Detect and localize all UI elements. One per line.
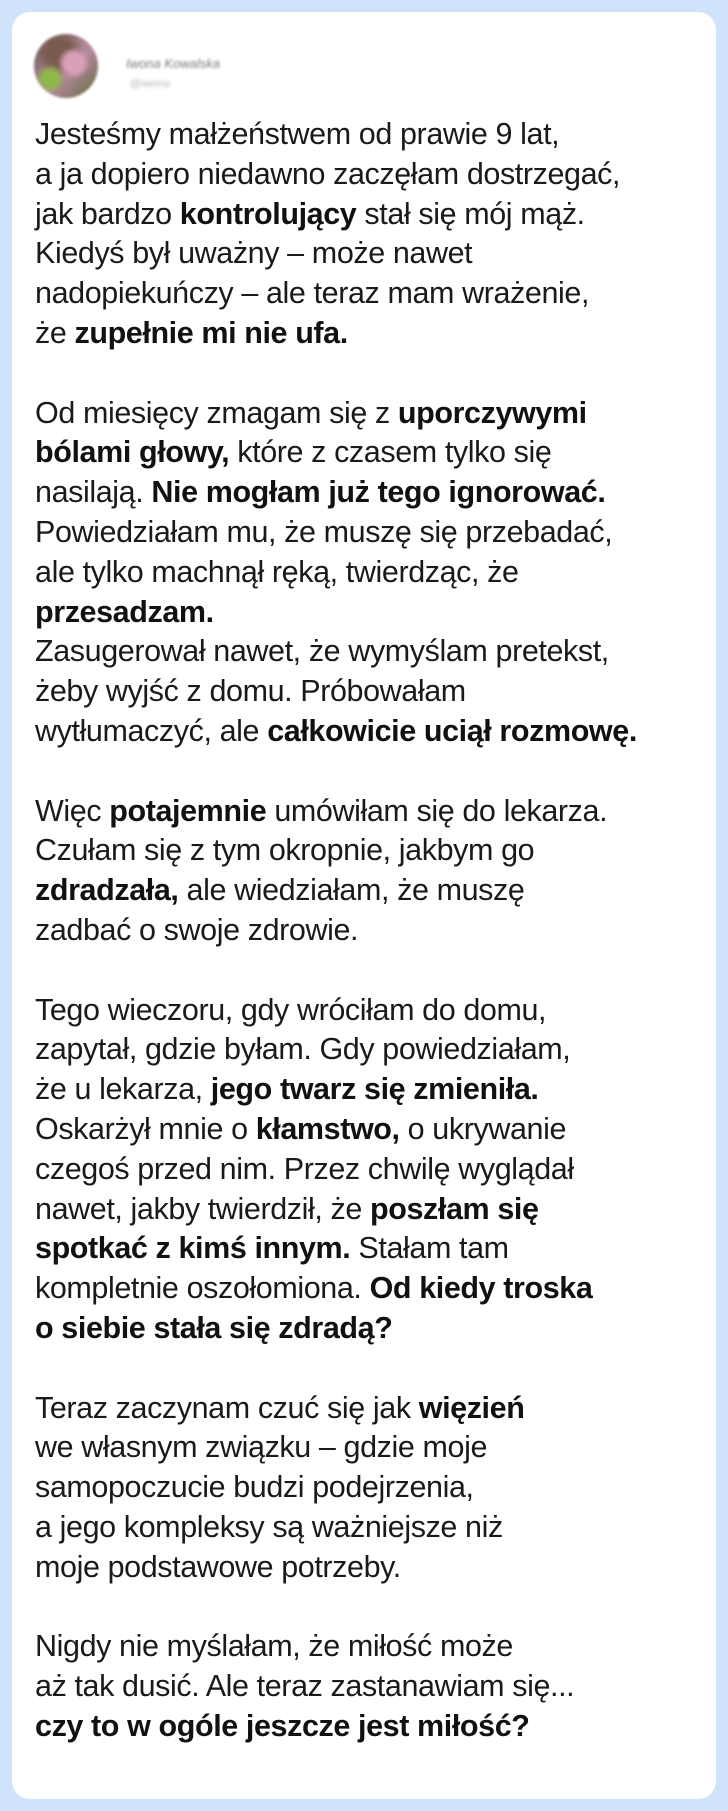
post-line xyxy=(35,234,707,274)
post-line xyxy=(35,712,707,752)
bold-text: czy to w ogóle jeszcze jest miłość? xyxy=(35,1708,530,1743)
post-line xyxy=(35,1389,707,1429)
text-segment: aż tak dusić. Ale teraz zastanawiam się... xyxy=(35,1669,575,1704)
bold-text: zupełnie mi nie ufa. xyxy=(74,315,348,350)
post-line xyxy=(35,1707,707,1747)
author-handle: @iwona xyxy=(130,78,170,90)
bold-text: kłamstwo, xyxy=(255,1111,400,1146)
post-line xyxy=(35,911,707,951)
text-segment: Oskarżył mnie o xyxy=(35,1111,256,1146)
bold-text: przesadzam. xyxy=(35,594,214,629)
post-line xyxy=(35,1070,707,1110)
text-segment: wytłumaczyć, ale xyxy=(35,713,268,748)
post-line xyxy=(35,394,707,434)
text-segment: nawet, jakby twierdził, że xyxy=(35,1191,371,1226)
text-segment: zadbać o swoje zdrowie. xyxy=(35,912,359,947)
post-line xyxy=(35,1150,707,1190)
text-segment: kompletnie oszołomiona. xyxy=(35,1271,370,1306)
post-line xyxy=(35,792,707,832)
bold-text: uporczywymi xyxy=(397,395,587,430)
bold-text: Od kiedy troska xyxy=(369,1271,593,1306)
bold-text: potajemnie xyxy=(109,793,267,828)
text-segment: a ja dopiero niedawno zaczęłam dostrzegać, xyxy=(35,156,621,191)
text-segment: we własnym związku – gdzie moje xyxy=(35,1430,488,1465)
post-line xyxy=(35,1468,707,1508)
text-segment: umówiłam się do lekarza. xyxy=(266,793,608,828)
text-segment: jak bardzo xyxy=(35,196,180,231)
text-segment: moje podstawowe potrzeby. xyxy=(35,1549,401,1584)
text-segment: że xyxy=(35,315,75,350)
text-segment: ale wiedziałam, że muszę xyxy=(178,873,525,908)
post-paragraph xyxy=(35,1389,707,1588)
post-line xyxy=(35,1627,707,1667)
post-line xyxy=(35,1548,707,1588)
text-segment: Kiedyś był uważny – może nawet xyxy=(35,236,473,271)
post-paragraph xyxy=(35,115,707,354)
post-paragraph xyxy=(35,991,707,1349)
post-paragraph xyxy=(35,394,707,752)
text-segment: Stałam tam xyxy=(350,1231,509,1266)
bold-text: jego twarz się zmieniła. xyxy=(210,1072,539,1107)
text-segment: Nigdy nie myślałam, że miłość może xyxy=(35,1629,513,1664)
text-segment: samopoczucie budzi podejrzenia, xyxy=(35,1470,474,1505)
text-segment: ale tylko machnął ręką, twierdząc, że xyxy=(35,554,519,589)
text-segment: żeby wyjść z domu. Próbowałam xyxy=(35,674,466,709)
post-body xyxy=(35,115,707,1747)
post-line xyxy=(35,991,707,1031)
post-line xyxy=(35,1309,707,1349)
bold-text: bólami głowy, xyxy=(35,435,230,470)
post-line xyxy=(35,473,707,513)
text-segment: Czułam się z tym okropnie, jakbym go xyxy=(35,833,535,868)
post-line xyxy=(35,274,707,314)
post-line xyxy=(35,871,707,911)
post-line xyxy=(35,1508,707,1548)
post-line xyxy=(35,1428,707,1468)
text-segment: Powiedziałam mu, że muszę się przebadać, xyxy=(35,514,613,549)
post-paragraph xyxy=(35,792,707,951)
bold-text: o siebie stała się zdradą? xyxy=(35,1310,393,1345)
text-segment: Teraz zaczynam czuć się jak xyxy=(35,1390,419,1425)
text-segment: zapytał, gdzie byłam. Gdy powiedziałam, xyxy=(35,1032,571,1067)
bold-text: poszłam się xyxy=(370,1191,539,1226)
avatar[interactable] xyxy=(34,34,98,98)
post-line xyxy=(35,314,707,354)
post-line xyxy=(35,593,707,633)
text-segment: czegoś przed nim. Przez chwilę wyglądał xyxy=(35,1151,574,1186)
text-segment: że u lekarza, xyxy=(35,1072,211,1107)
text-segment: które z czasem tylko się xyxy=(229,435,552,470)
post-line xyxy=(35,513,707,553)
bold-text: Nie mogłam już tego ignorować. xyxy=(151,475,606,510)
text-segment: Tego wieczoru, gdy wróciłam do domu, xyxy=(35,992,547,1027)
post-line xyxy=(35,1030,707,1070)
post-line xyxy=(35,1110,707,1150)
post-paragraph xyxy=(35,1627,707,1746)
post-line xyxy=(35,1269,707,1309)
post-line xyxy=(35,433,707,473)
bold-text: całkowicie uciął rozmowę. xyxy=(267,713,637,748)
text-segment: nasilają. xyxy=(35,475,152,510)
text-segment: Od miesięcy zmagam się z xyxy=(35,395,398,430)
post-line xyxy=(35,553,707,593)
text-segment: Jesteśmy małżeństwem od prawie 9 lat, xyxy=(35,117,560,151)
bold-text: spotkać z kimś innym. xyxy=(35,1231,351,1266)
text-segment: stał się mój mąż. xyxy=(356,196,585,231)
text-segment: Zasugerował nawet, że wymyślam pretekst, xyxy=(35,634,609,669)
post-line xyxy=(35,155,707,195)
text-segment: o ukrywanie xyxy=(399,1111,567,1146)
post-header xyxy=(34,34,634,102)
post-line xyxy=(35,1190,707,1230)
author-name[interactable]: Iwona Kowalska xyxy=(126,56,220,71)
text-segment: nadopiekuńczy – ale teraz mam wrażenie, xyxy=(35,276,590,311)
post-line xyxy=(35,195,707,235)
post-line xyxy=(35,672,707,712)
post-line xyxy=(35,1229,707,1269)
bold-text: więzień xyxy=(418,1390,525,1425)
text-segment: Więc xyxy=(35,793,110,828)
post-card xyxy=(12,12,716,1799)
post-line xyxy=(35,1667,707,1707)
bold-text: zdradzała, xyxy=(35,873,179,908)
bold-text: kontrolujący xyxy=(179,196,357,231)
post-line xyxy=(35,632,707,672)
post-line xyxy=(35,115,707,155)
text-segment: a jego kompleksy są ważniejsze niż xyxy=(35,1509,503,1544)
post-line xyxy=(35,831,707,871)
